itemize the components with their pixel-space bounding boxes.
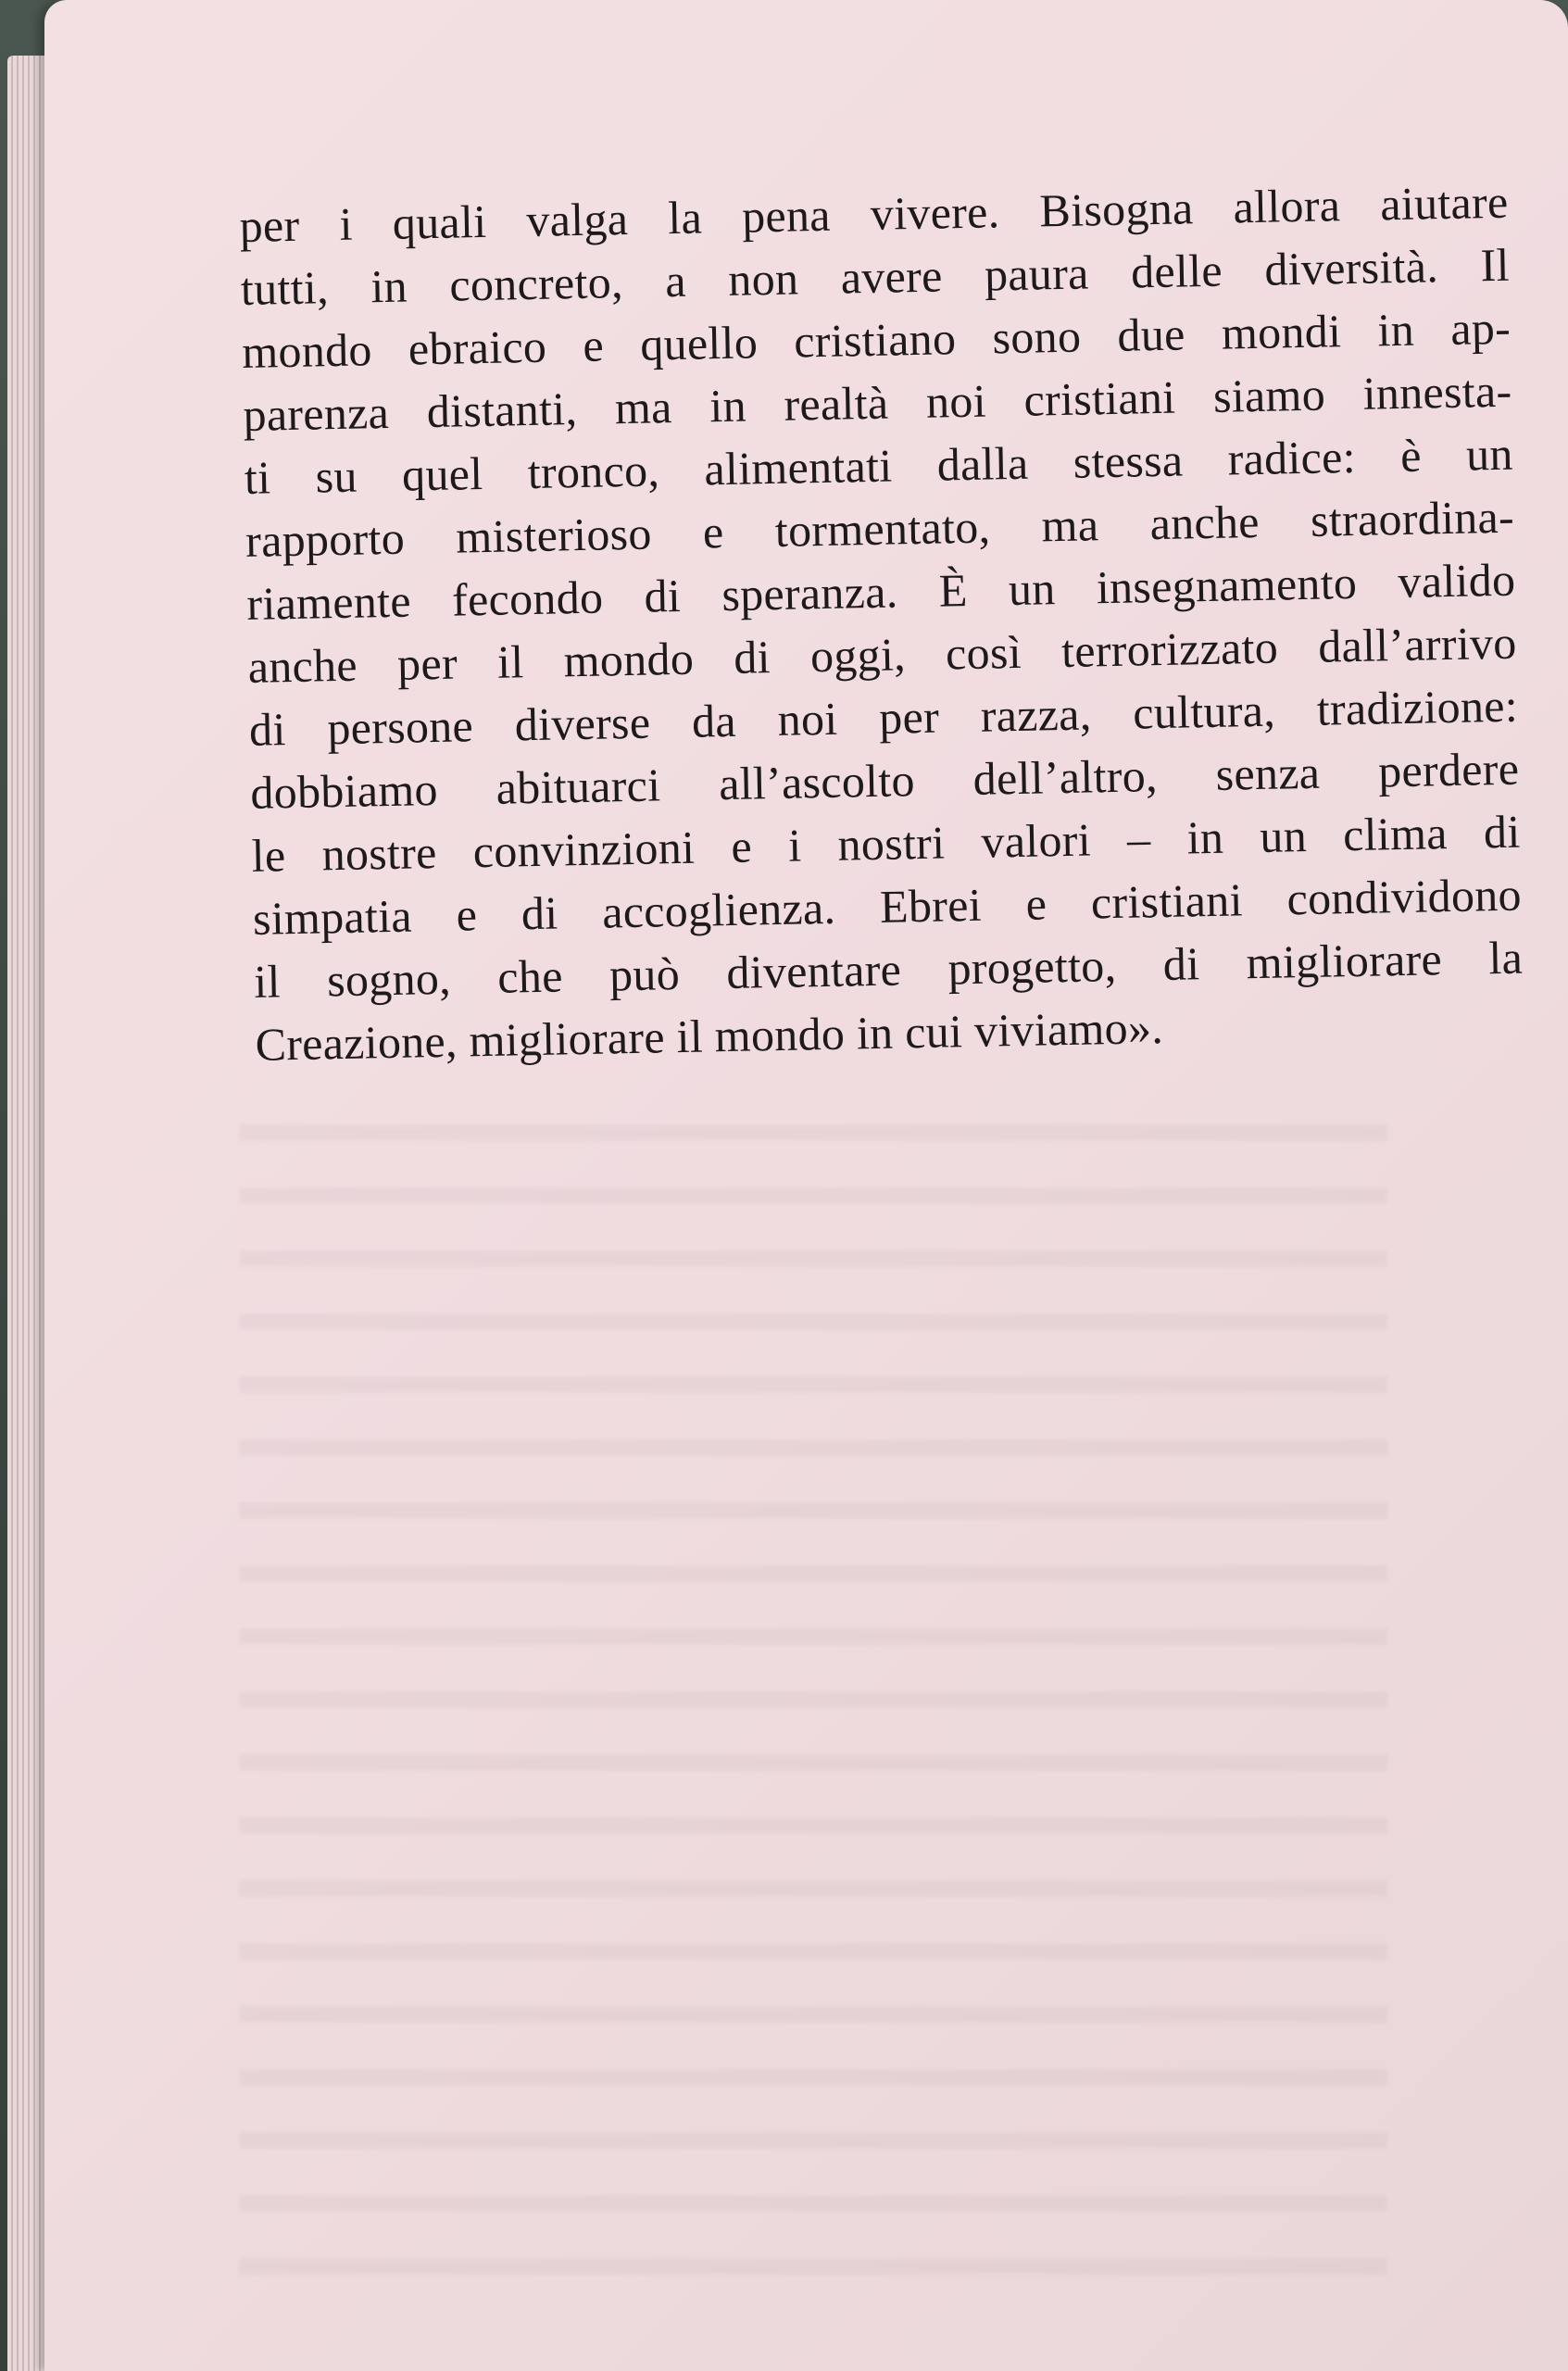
show-through-text bbox=[239, 1093, 1387, 2297]
text-line: dobbiamo abituarci all’ascolto dell’altro, senza perdere bbox=[249, 742, 1520, 819]
text-line: parenza distanti, ma in realtà noi cristiani siamo innesta- bbox=[243, 364, 1512, 441]
text-line: le nostre convinzioni e i nostri valori – in un clima di bbox=[251, 805, 1521, 882]
text-line: mondo ebraico e quello cristiano sono due mondi in ap- bbox=[241, 301, 1512, 378]
text-line: tutti, in concreto, a non avere paura delle diversità. Il bbox=[240, 238, 1511, 315]
text-line: riamente fecondo di speranza. È un insegnamento valido bbox=[245, 553, 1516, 630]
text-line: anche per il mondo di oggi, così terrorizzato dall’arrivo bbox=[247, 616, 1518, 693]
text-line: il sogno, che può diventare progetto, di migliorare la bbox=[253, 931, 1524, 1008]
text-line-last: Creazione, migliorare il mondo in cui viviamo». bbox=[255, 1001, 1164, 1071]
text-line: per i quali valga la pena vivere. Bisogna allora aiutare bbox=[239, 175, 1509, 252]
text-line: ti su quel tronco, alimentati dalla stessa radice: è un bbox=[244, 427, 1514, 504]
text-line: rapporto misterioso e tormentato, ma anche straordina- bbox=[245, 490, 1515, 567]
text-line: simpatia e di accoglienza. Ebrei e cristiani condividono bbox=[252, 868, 1523, 945]
text-line: di persone diverse da noi per razza, cultura, tradizione: bbox=[248, 679, 1519, 756]
body-text bbox=[239, 170, 1524, 1076]
book-page bbox=[44, 0, 1568, 2371]
